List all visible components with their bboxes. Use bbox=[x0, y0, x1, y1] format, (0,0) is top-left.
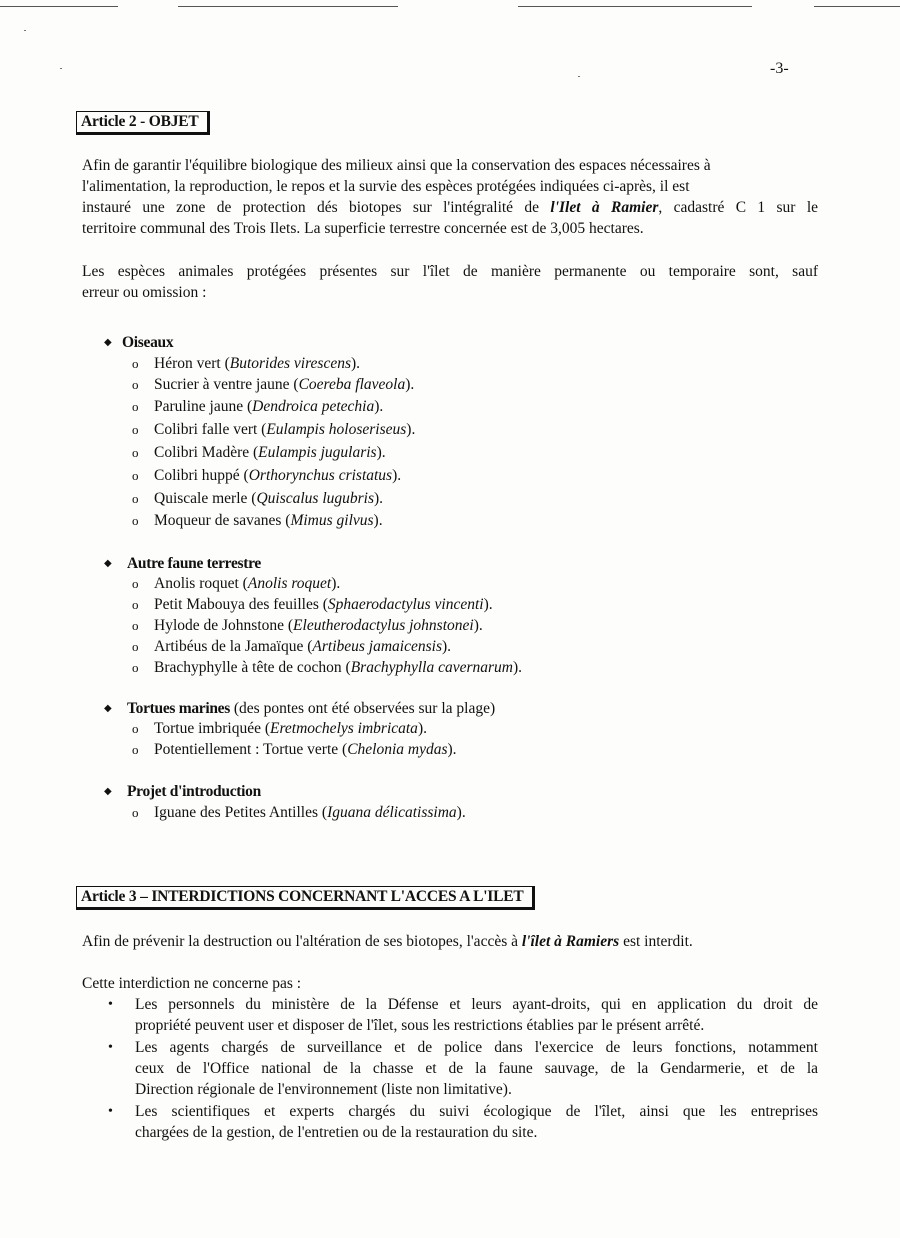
species-item: o Artibéus de la Jamaïque (Artibeus jamaicensis). bbox=[132, 638, 452, 655]
exception-item bbox=[108, 1037, 818, 1100]
circle-bullet-icon: o bbox=[132, 576, 139, 591]
text-line: Les espèces animales protégées présentes sur l'îlet de manière permanente ou temporaire sont, sauf bbox=[82, 263, 818, 280]
text-line: Les personnels du ministère de la Défense et leurs ayant-droits, qui en application du droit de bbox=[135, 996, 818, 1013]
exception-item bbox=[108, 1101, 818, 1143]
text-fragment: est interdit. bbox=[619, 933, 693, 950]
text-line: propriété peuvent user et disposer de l'îlet, sous les restrictions établies par le présent arrêté. bbox=[135, 1017, 705, 1034]
circle-bullet-icon: o bbox=[132, 356, 139, 371]
species-item: o Iguane des Petites Antilles (Iguana délicatissima). bbox=[132, 804, 466, 821]
text-line: ceux de l'Office national de la chasse et de la faune sauvage, de la Gendarmerie, et de la bbox=[135, 1060, 818, 1077]
text-fragment: Afin de prévenir la destruction ou l'altération de ses biotopes, l'accès à bbox=[82, 933, 522, 950]
section-title: Projet d'introduction bbox=[127, 783, 261, 800]
text-line: chargées de la gestion, de l'entretien ou de la restauration du site. bbox=[135, 1124, 538, 1141]
circle-bullet-icon: o bbox=[132, 639, 139, 654]
species-item: o Héron vert (Butorides virescens). bbox=[132, 355, 361, 372]
text-line: Les agents chargés de surveillance et de police dans l'exercice de leurs fonctions, notamment bbox=[135, 1039, 818, 1056]
scan-speck bbox=[24, 30, 26, 31]
species-item: o Petit Mabouya des feuilles (Sphaerodactylus vincenti). bbox=[132, 596, 493, 613]
text-fragment: , cadastré C 1 sur le bbox=[658, 199, 819, 216]
circle-bullet-icon: o bbox=[132, 660, 139, 675]
scan-line bbox=[0, 6, 118, 7]
species-item: o Colibri huppé (Orthorynchus cristatus). bbox=[132, 467, 402, 484]
site-name: l'Ilet à Ramier bbox=[550, 199, 659, 216]
species-item: o Colibri Madère (Eulampis jugularis). bbox=[132, 444, 386, 461]
bullet-dot-icon: • bbox=[108, 997, 113, 1012]
circle-bullet-icon: o bbox=[132, 618, 139, 633]
section-title: Tortues marines bbox=[127, 700, 230, 717]
article-2-paragraph bbox=[82, 155, 818, 239]
species-item: o Tortue imbriquée (Eretmochelys imbricata). bbox=[132, 720, 427, 737]
diamond-bullet-icon: ◆ bbox=[104, 558, 112, 569]
text-fragment: instauré une zone de protection dés biotopes sur l'intégralité de bbox=[82, 199, 551, 216]
exception-item bbox=[108, 994, 818, 1036]
article-3-title: Article 3 – INTERDICTIONS CONCERNANT L'ACCES A L'ILET bbox=[76, 886, 535, 910]
scan-speck bbox=[60, 68, 62, 69]
circle-bullet-icon: o bbox=[132, 445, 139, 460]
circle-bullet-icon: o bbox=[132, 721, 139, 736]
diamond-bullet-icon: ◆ bbox=[104, 786, 112, 797]
text-line: Les scientifiques et experts chargés du suivi écologique de l'îlet, ainsi que les entreprises bbox=[135, 1103, 818, 1120]
diamond-bullet-icon: ◆ bbox=[104, 337, 112, 348]
bullet-dot-icon: • bbox=[108, 1040, 113, 1055]
scan-speck bbox=[578, 76, 580, 77]
text-line: territoire communal des Trois Ilets. La superficie terrestre concernée est de 3,005 hectares. bbox=[82, 220, 644, 237]
species-item: o Quiscale merle (Quiscalus lugubris). bbox=[132, 490, 384, 507]
section-heading bbox=[104, 553, 261, 574]
bullet-dot-icon: • bbox=[108, 1104, 113, 1119]
circle-bullet-icon: o bbox=[132, 805, 139, 820]
exceptions-intro: Cette interdiction ne concerne pas : bbox=[82, 975, 302, 992]
circle-bullet-icon: o bbox=[132, 597, 139, 612]
section-heading bbox=[104, 781, 261, 802]
section-title: Oiseaux bbox=[122, 334, 174, 351]
text-line: l'alimentation, la reproduction, le repos et la survie des espèces protégées indiquées ci-après, il est bbox=[82, 178, 690, 195]
section-title: Autre faune terrestre bbox=[127, 555, 262, 572]
site-name: l'îlet à Ramiers bbox=[521, 933, 620, 950]
page-number: -3- bbox=[770, 60, 789, 77]
circle-bullet-icon: o bbox=[132, 468, 139, 483]
section-heading bbox=[104, 698, 495, 719]
species-item: o Sucrier à ventre jaune (Coereba flaveola). bbox=[132, 376, 415, 393]
species-item: o Colibri falle vert (Eulampis holoseriseus). bbox=[132, 421, 416, 438]
scan-line bbox=[814, 6, 900, 7]
text-line: erreur ou omission : bbox=[82, 284, 207, 301]
section-note: (des pontes ont été observées sur la plage) bbox=[230, 700, 496, 717]
article-3-paragraph bbox=[82, 931, 818, 952]
circle-bullet-icon: o bbox=[132, 491, 139, 506]
species-item: o Paruline jaune (Dendroica petechia). bbox=[132, 398, 384, 415]
article-2-title: Article 2 - OBJET bbox=[76, 111, 210, 135]
scan-line bbox=[178, 6, 398, 7]
species-item: o Brachyphylle à tête de cochon (Brachyphylla cavernarum). bbox=[132, 659, 523, 676]
text-line: Afin de garantir l'équilibre biologique des milieux ainsi que la conservation des espaces nécessaires à bbox=[82, 157, 711, 174]
text-line bbox=[82, 197, 818, 218]
scan-line bbox=[518, 6, 752, 7]
circle-bullet-icon: o bbox=[132, 513, 139, 528]
circle-bullet-icon: o bbox=[132, 422, 139, 437]
species-item: o Anolis roquet (Anolis roquet). bbox=[132, 575, 341, 592]
section-heading bbox=[104, 332, 173, 353]
species-item: o Potentiellement : Tortue verte (Chelonia mydas). bbox=[132, 741, 457, 758]
species-item: o Moqueur de savanes (Mimus gilvus). bbox=[132, 512, 383, 529]
species-item: o Hylode de Johnstone (Eleutherodactylus johnstonei). bbox=[132, 617, 483, 634]
species-intro bbox=[82, 261, 818, 303]
circle-bullet-icon: o bbox=[132, 377, 139, 392]
circle-bullet-icon: o bbox=[132, 399, 139, 414]
circle-bullet-icon: o bbox=[132, 742, 139, 757]
text-line: Direction régionale de l'environnement (liste non limitative). bbox=[135, 1081, 512, 1098]
diamond-bullet-icon: ◆ bbox=[104, 703, 112, 714]
